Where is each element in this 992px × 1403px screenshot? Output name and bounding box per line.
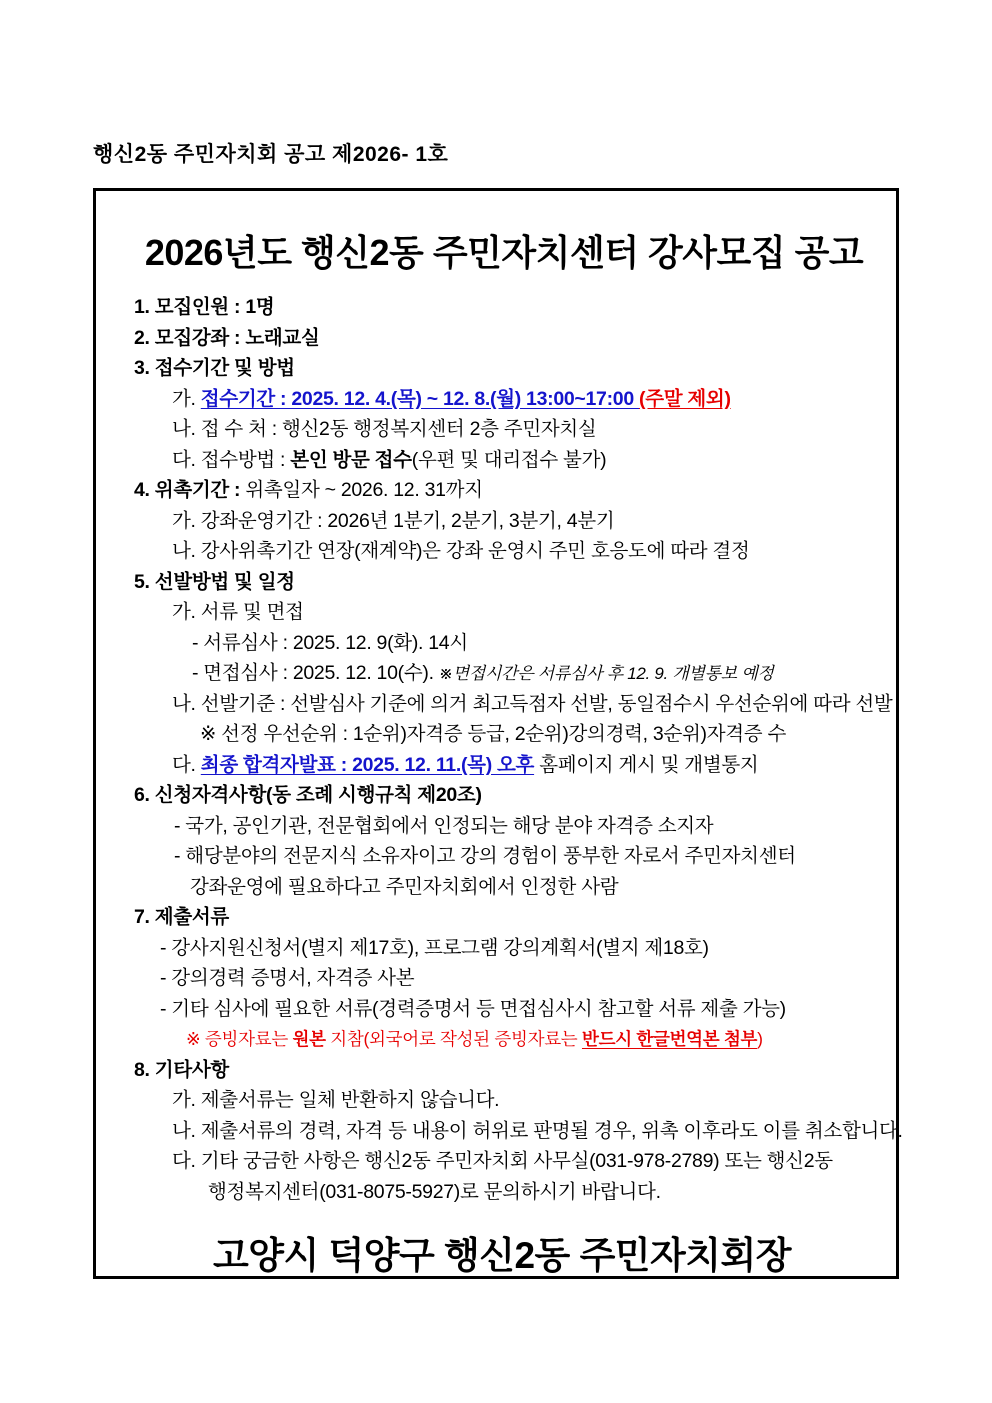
line-documents-certificates: - 강의경력 증명서, 자격증 사본 — [160, 967, 415, 989]
line-application-method — [172, 445, 884, 476]
line-qualification-cert: - 국가, 공인기관, 전문협회에서 인정되는 해당 분야 자격증 소지자 — [174, 814, 714, 837]
line-docs-and-interview: 가. 서류 및 면접 — [172, 601, 304, 623]
line-documents-heading: 7. 제출서류 — [134, 906, 229, 928]
line-recruit-count: 1. 모집인원 : 1명 — [134, 296, 275, 318]
application-period-prefix: 가. — [172, 387, 201, 410]
signature: 고양시 덕양구 행신2동 주민자치회장 — [212, 1235, 792, 1276]
line-recruit-course: 2. 모집강좌 : 노래교실 — [134, 326, 320, 349]
doc-number: 행신2동 주민자치회 공고 제2026- 1호 — [93, 143, 449, 166]
application-period-dates: 접수기간 : 2025. 12. 4.(목) ~ 12. 8.(월) 13:00~17:00 — [200, 387, 639, 410]
original-docs-note-p3: 지참(외국어로 작성된 증빙자료는 — [325, 1029, 582, 1049]
application-method-rest: (우편 및 대리접수 불가) — [411, 448, 607, 471]
line-documents-etc: - 기타 심사에 필요한 서류(경력증명서 등 면접심사시 참고할 서류 제출 가능) — [160, 997, 786, 1020]
line-original-docs-note — [186, 1024, 884, 1055]
line-etc-contact: 다. 기타 궁금한 사항은 행신2동 주민자치회 사무실(031-978-2789) 또는 행신2동 — [172, 1150, 833, 1172]
line-application-heading: 3. 접수기간 및 방법 — [134, 357, 295, 379]
appointment-heading-rest: 위촉일자 ~ 2026. 12. 31까지 — [245, 479, 483, 501]
line-application-period — [172, 384, 884, 415]
line-etc-contact-cont: 행정복지센터(031-8075-5927)로 문의하시기 바랍니다. — [208, 1180, 661, 1203]
notice-title: 2026년도 행신2동 주민자치센터 강사모집 공고 — [144, 232, 864, 273]
line-qualification-expert-cont: 강좌운영에 필요하다고 주민자치회에서 인정한 사람 — [190, 875, 619, 898]
line-appointment-extension: 나. 강사위촉기간 연장(재계약)은 강좌 운영시 주민 호응도에 따라 결정 — [172, 540, 750, 562]
original-docs-note-p2: 원본 — [292, 1029, 326, 1049]
notice-box — [93, 188, 903, 1279]
final-announcement-rest: 홈페이지 게시 및 개별통지 — [534, 753, 759, 776]
notice-body — [134, 292, 903, 1207]
application-method-prefix: 다. 접수방법 : — [172, 448, 291, 471]
line-appointment-heading — [134, 475, 884, 506]
application-period-weekend-note: (주말 제외) — [639, 387, 731, 410]
line-selection-priority: ※ 선정 우선순위 : 1순위)자격증 등급, 2순위)강의경력, 3순위)자격증 수 — [200, 723, 786, 745]
line-document-screening: - 서류심사 : 2025. 12. 9(화). 14시 — [192, 631, 468, 654]
line-qualification-expert: - 해당분야의 전문지식 소유자이고 강의 경험이 풍부한 자로서 주민자치센터 — [174, 845, 796, 867]
line-etc-heading: 8. 기타사항 — [134, 1058, 229, 1081]
line-selection-heading: 5. 선발방법 및 일정 — [134, 570, 295, 593]
line-qualification-heading: 6. 신청자격사항(동 조례 시행규칙 제20조) — [134, 784, 482, 806]
line-final-announcement — [172, 750, 884, 781]
line-application-place: 나. 접 수 처 : 행신2동 행정복지센터 2층 주민자치실 — [172, 418, 597, 440]
line-etc-no-return: 가. 제출서류는 일체 반환하지 않습니다. — [172, 1089, 500, 1111]
final-announcement-date: 최종 합격자발표 : 2025. 12. 11.(목) 오후 — [200, 753, 535, 776]
application-method-bold: 본인 방문 접수 — [290, 448, 412, 471]
appointment-heading-bold: 4. 위촉기간 : — [134, 479, 246, 501]
original-docs-note-p1: ※ 증빙자료는 — [186, 1029, 293, 1049]
original-docs-note-p5: ) — [757, 1029, 763, 1049]
line-etc-falsehood: 나. 제출서류의 경력, 자격 등 내용이 허위로 판명될 경우, 위촉 이후라도 이를 취소합니다. — [172, 1119, 903, 1142]
line-documents-application-form: - 강사지원신청서(별지 제17호), 프로그램 강의계획서(별지 제18호) — [160, 936, 709, 959]
line-selection-criteria: 나. 선발기준 : 선발심사 기준에 의거 최고득점자 선발, 동일점수시 우선순위에 따라 선발 — [172, 692, 893, 715]
line-interview-screening — [192, 658, 884, 689]
original-docs-note-p4: 반드시 한글번역본 첨부 — [581, 1029, 758, 1049]
interview-screening-note: ※면접시간은 서류심사 후 12. 9. 개별통보 예정 — [438, 664, 774, 683]
interview-screening-date: - 면접심사 : 2025. 12. 10(수). — [192, 662, 439, 684]
final-announcement-prefix: 다. — [172, 753, 201, 776]
line-course-period: 가. 강좌운영기간 : 2026년 1분기, 2분기, 3분기, 4분기 — [172, 509, 615, 532]
